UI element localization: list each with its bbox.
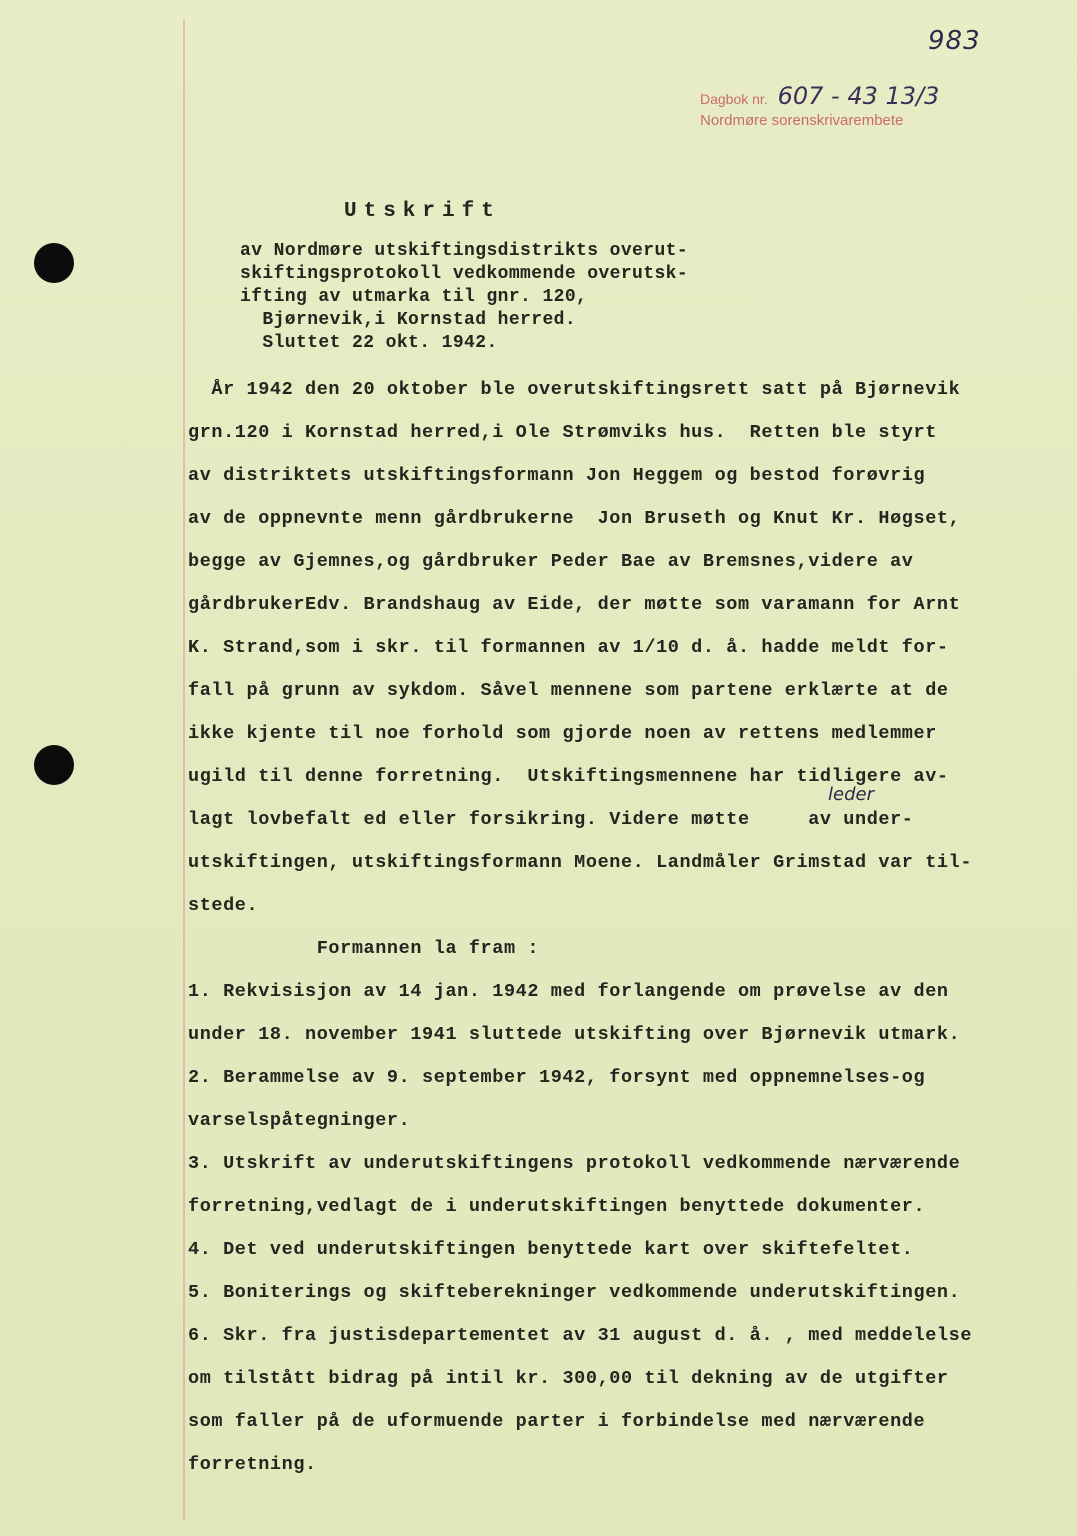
stamp-label: Dagbok nr.: [700, 91, 768, 107]
page-number: 983: [928, 26, 981, 56]
body-line: ikke kjente til noe forhold som gjorde noen av rettens medlemmer: [188, 723, 937, 744]
body-line: lagt lovbefalt ed eller forsikring. Videre møtte av under-: [188, 809, 914, 830]
stamp-office: Nordmøre sorenskrivarembete: [700, 112, 904, 129]
body-line: som faller på de uformuende parter i forbindelse med nærværende: [188, 1411, 926, 1432]
body-line: 5. Boniterings og skifteberekninger vedkommende underutskiftingen.: [188, 1282, 961, 1303]
handwritten-insert: leder: [828, 784, 874, 805]
document-title: Utskrift: [344, 200, 501, 223]
body-line: utskiftingen, utskiftingsformann Moene. Landmåler Grimstad var til-: [188, 852, 973, 873]
body-line: forretning,vedlagt de i underutskiftingen benyttede dokumenter.: [188, 1196, 926, 1217]
body-line: av de oppnevnte menn gårdbrukerne Jon Bruseth og Knut Kr. Høgset,: [188, 508, 961, 529]
punch-hole: [34, 243, 74, 283]
body-line: 2. Berammelse av 9. september 1942, forsynt med oppnemnelses-og: [188, 1067, 926, 1088]
heading-line: Bjørnevik,i Kornstad herred.: [240, 310, 577, 330]
body-line: under 18. november 1941 sluttede utskifting over Bjørnevik utmark.: [188, 1024, 961, 1045]
body-line: 6. Skr. fra justisdepartementet av 31 august d. å. , med meddelelse: [188, 1325, 973, 1346]
body-line: begge av Gjemnes,og gårdbruker Peder Bae av Bremsnes,videre av: [188, 551, 914, 572]
body-line: grn.120 i Kornstad herred,i Ole Strømviks hus. Retten ble styrt: [188, 422, 937, 443]
margin-line: [183, 20, 185, 1520]
body-line: varselspåtegninger.: [188, 1110, 411, 1131]
body-line: ugild til denne forretning. Utskiftingsmennene har tidligere av-: [188, 766, 949, 787]
body-line: 4. Det ved underutskiftingen benyttede kart over skiftefeltet.: [188, 1239, 914, 1260]
body-line: Formannen la fram :: [188, 938, 540, 959]
body-line: stede.: [188, 895, 259, 916]
body-text: [188, 368, 1048, 1486]
body-line: K. Strand,som i skr. til formannen av 1/10 d. å. hadde meldt for-: [188, 637, 949, 658]
heading-line: Sluttet 22 okt. 1942.: [240, 333, 498, 353]
body-line: 1. Rekvisisjon av 14 jan. 1942 med forlangende om prøvelse av den: [188, 981, 949, 1002]
heading-line: ifting av utmarka til gnr. 120,: [240, 287, 588, 307]
body-line: forretning.: [188, 1454, 317, 1475]
body-line: gårdbrukerEdv. Brandshaug av Eide, der møtte som varamann for Arnt: [188, 594, 961, 615]
punch-hole: [34, 745, 74, 785]
body-line: fall på grunn av sykdom. Såvel mennene som partene erklærte at de: [188, 680, 949, 701]
body-line: År 1942 den 20 oktober ble overutskiftingsrett satt på Bjørnevik: [188, 379, 961, 400]
registry-stamp: [700, 82, 939, 129]
heading-block: [240, 240, 688, 355]
heading-line: av Nordmøre utskiftingsdistrikts overut-: [240, 241, 689, 261]
stamp-handwritten-number: 607 - 43 13/3: [777, 82, 940, 110]
body-line: av distriktets utskiftingsformann Jon Heggem og bestod forøvrig: [188, 465, 926, 486]
body-line: 3. Utskrift av underutskiftingens protokoll vedkommende nærværende: [188, 1153, 961, 1174]
body-line: om tilstått bidrag på intil kr. 300,00 til dekning av de utgifter: [188, 1368, 949, 1389]
heading-line: skiftingsprotokoll vedkommende overutsk-: [240, 264, 689, 284]
